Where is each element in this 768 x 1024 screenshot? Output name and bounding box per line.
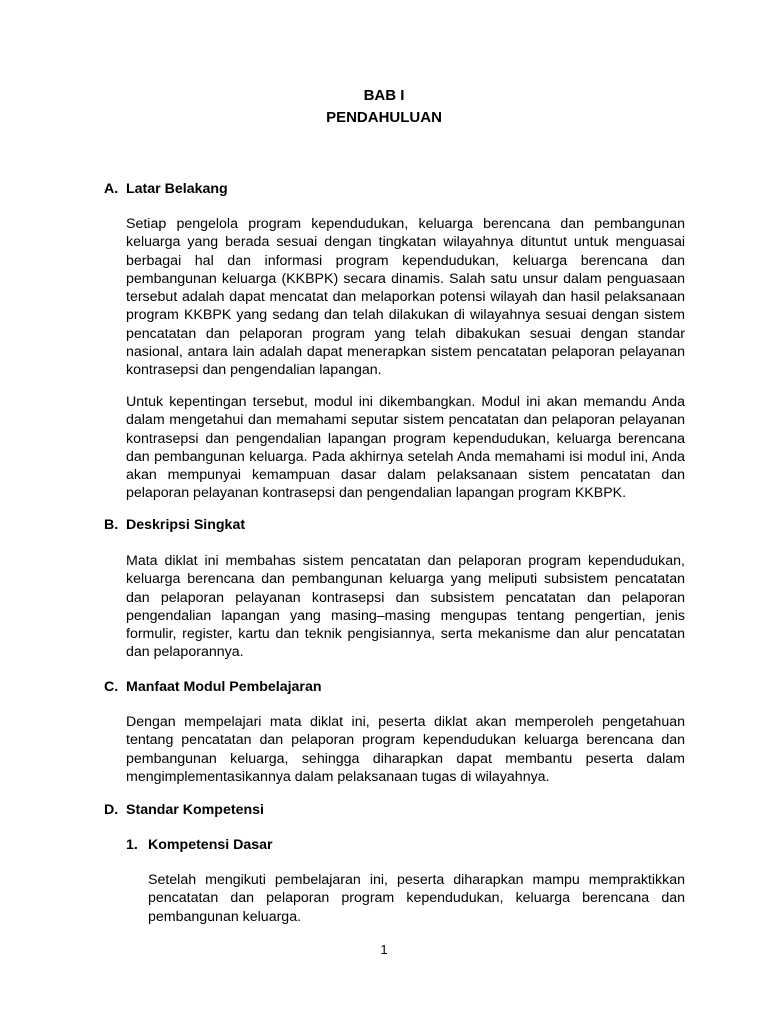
text-line: kontrasepsi dan pengendalian lapangan. [126,362,382,379]
section-marker: C. [104,679,119,695]
section-marker: B. [104,517,119,533]
text-line: mengimplementasikannya dalam pelaksanaan tugas di wilayahnya. [126,768,550,785]
section-marker: D. [104,802,119,818]
text-line: keluarga berencana dan pembangunan keluarga yang meliputi subsistem pencatatan [126,571,685,588]
section-title: Latar Belakang [126,181,228,197]
section-c-paragraph [126,713,685,786]
page-number: 1 [380,942,388,957]
chapter-number: BAB I [363,87,405,104]
section-b-paragraph [126,552,685,662]
text-line: keluarga yang berada sesuai dengan tingkatan wilayahnya dituntut untuk menguasai [126,234,685,251]
section-marker: A. [104,181,119,197]
text-line: nasional, antara lain adalah dapat menerapkan sistem pencatatan pelaporan pelayanan [126,344,685,361]
text-line: pembangunan keluarga (KKBPK) secara dinamis. Salah satu unsur dalam penguasaan [126,270,685,287]
text-line: tersebut adalah dapat mencatat dan melaporkan potensi wilayah dan hasil pelaksanaan [126,289,685,306]
text-line: dalam mengetahui dan memahami seputar sistem pencatatan dan pelaporan pelayanan [126,412,685,429]
text-line: berbagai hal dan informasi program kependudukan, keluarga berencana dan [126,252,685,269]
text-line: dan pelaporan pelayanan kontrasepsi dan subsistem pencatatan dan pelaporan [126,589,685,606]
section-title: Standar Kompetensi [126,802,264,818]
section-title: Manfaat Modul Pembelajaran [126,679,322,695]
chapter-title: PENDAHULUAN [326,109,442,126]
text-line: akan mempunyai kemampuan dasar dalam pelaksanaan sistem pencatatan dan [126,467,685,484]
text-line: program KKBPK yang sedang dan telah dilakukan di wilayahnya sesuai dengan sistem [126,307,685,324]
section-a-paragraph-2 [126,393,685,503]
text-line: pencatatan dan pelaporan program kependudukan, keluarga berencana dan [148,890,685,907]
text-line: Mata diklat ini membahas sistem pencatatan dan pelaporan program kependudukan, [126,553,685,569]
text-line: pembangunan keluarga. [148,908,302,925]
text-line: dan pelaporannya. [126,644,244,661]
text-line: pengendalian lapangan yang masing–masing mengupas tentang pengertian, jenis [126,607,685,624]
text-line: pelaporan pelayanan kontrasepsi dan pengendalian lapangan program KKBPK. [126,485,627,502]
text-line: kontrasepsi dan pengendalian lapangan program kependudukan, keluarga berencana [126,430,685,447]
subsection-paragraph [148,871,685,926]
text-line: tentang pencatatan dan pelaporan program kependudukan keluarga berencana dan [126,732,685,749]
text-line: Setelah mengikuti pembelajaran ini, peserta diharapkan mampu mempraktikkan [148,872,685,888]
text-line: dan pembangunan keluarga. Pada akhirnya setelah Anda memahami isi modul ini, Anda [126,448,685,465]
text-line: Setiap pengelola program kependudukan, keluarga berencana dan pembangunan [126,216,685,232]
section-title: Deskripsi Singkat [126,517,246,533]
text-line: pencatatan dan pelaporan program yang telah dibakukan sesuai dengan standar [126,325,685,342]
text-line: Dengan mempelajari mata diklat ini, peserta diklat akan memperoleh pengetahuan [126,714,685,730]
subsection-title: Kompetensi Dasar [148,837,273,853]
text-line: Untuk kepentingan tersebut, modul ini dikembangkan. Modul ini akan memandu Anda [126,394,685,410]
subsection-marker: 1. [126,837,138,853]
text-line: formulir, register, kartu dan teknik pengisiannya, serta mekanisme dan alur pencatatan [126,626,685,643]
section-a-paragraph-1 [126,215,685,380]
text-line: pembangunan keluarga, sehingga diharapkan dapat membantu peserta dalam [126,750,685,767]
